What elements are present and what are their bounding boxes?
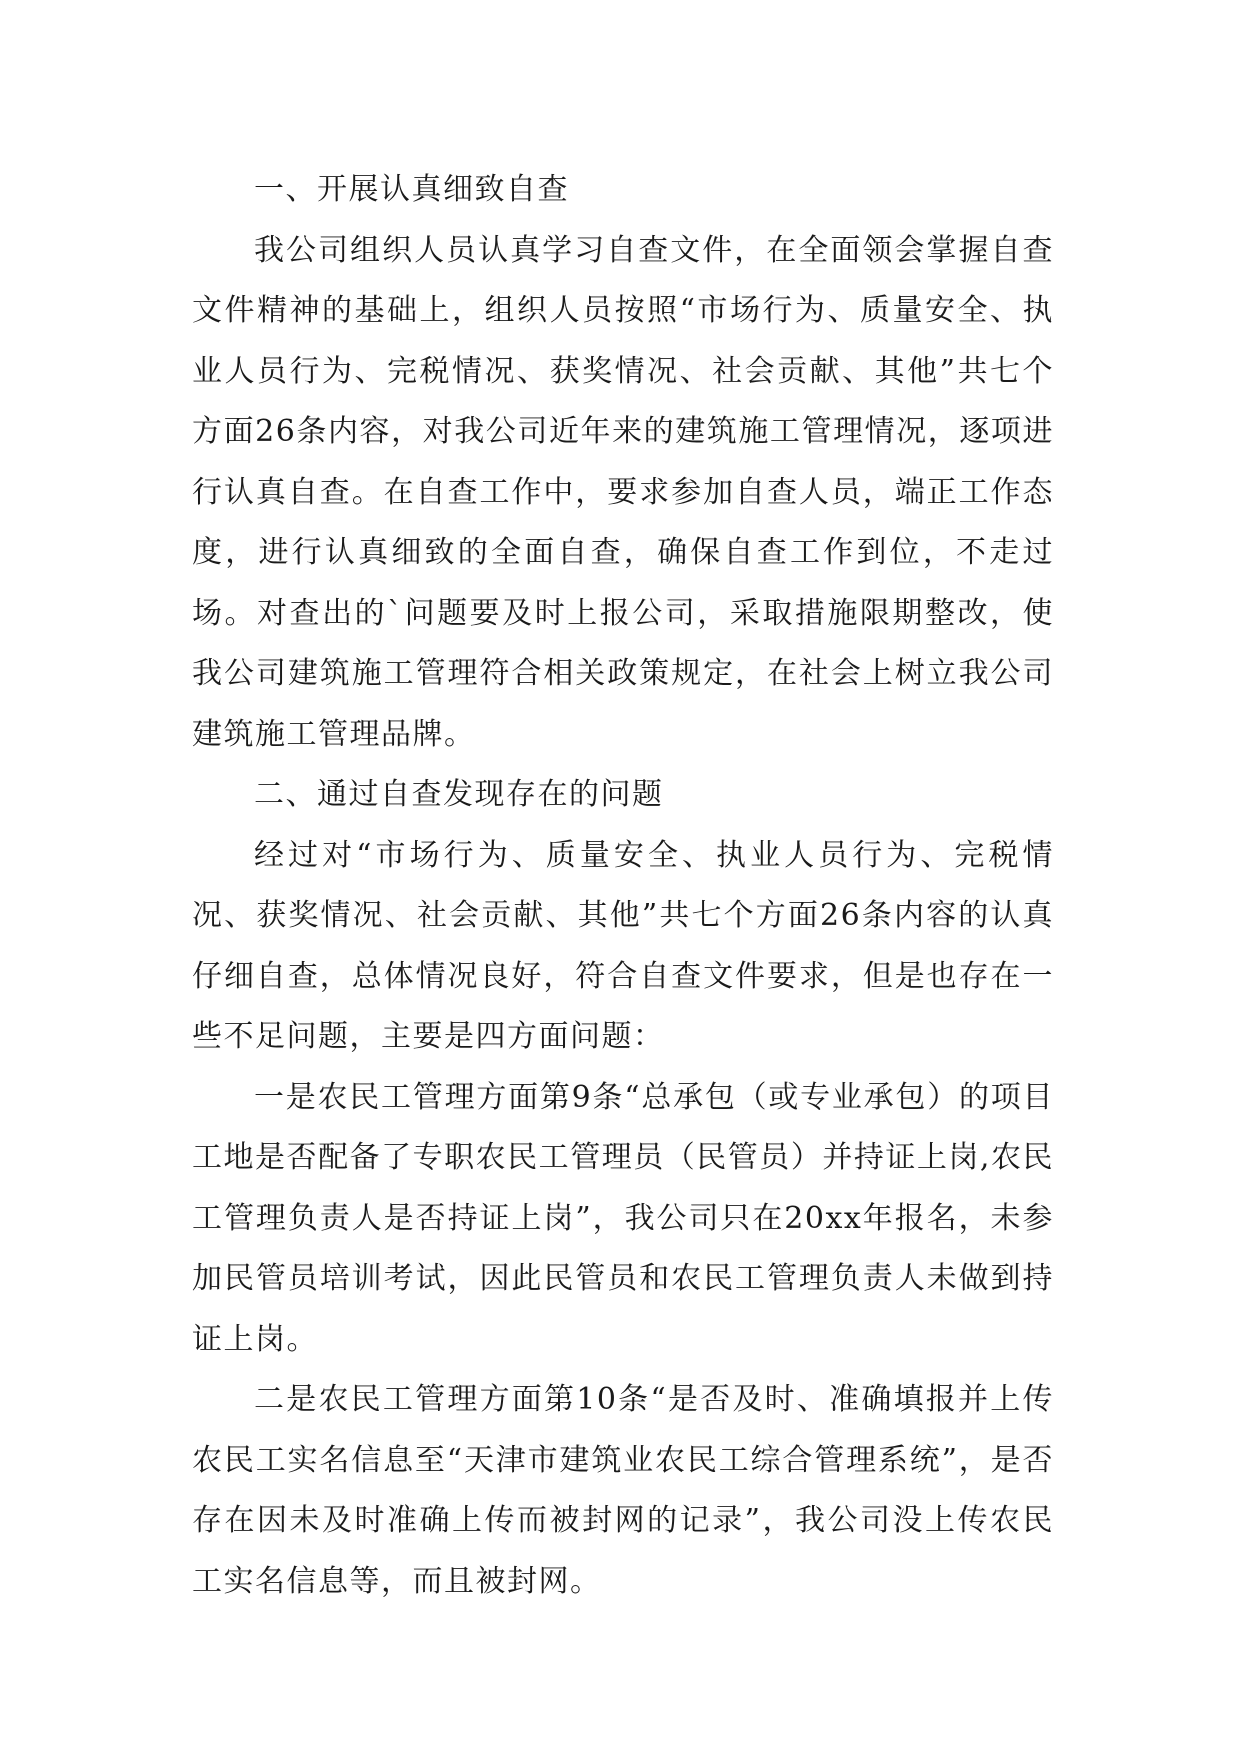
section-heading-1: 一、开展认真细致自查: [254, 172, 569, 207]
document-body: [192, 160, 1054, 1612]
paragraph-issue-1: 一是农民工管理方面第9条“总承包（或专业承包）的项目工地是否配备了专职农民工管理员（民管员）并持证上岗,农民工管理负责人是否持证上岗”，我公司只在20xx年报名，未参加民管员培训考试，因此民管员和农民工管理负责人未做到持证上岗。: [192, 1079, 1054, 1357]
paragraph-self-inspection: 我公司组织人员认真学习自查文件，在全面领会掌握自查文件精神的基础上，组织人员按照“市场行为、质量安全、执业人员行为、完税情况、获奖情况、社会贡献、其他”共七个方面26条内容，对我公司近年来的建筑施工管理情况，逐项进行认真自查。在自查工作中，要求参加自查人员，端正工作态度，进行认真细致的全面自查，确保自查工作到位，不走过场。对查出的`问题要及时上报公司，采取措施限期整改，使我公司建筑施工管理符合相关政策规定，在社会上树立我公司建筑施工管理品牌。: [192, 232, 1054, 752]
paragraph-issue-2: 二是农民工管理方面第10条“是否及时、准确填报并上传农民工实名信息至“天津市建筑业农民工综合管理系统”，是否存在因未及时准确上传而被封网的记录”，我公司没上传农民工实名信息等，而且被封网。: [192, 1382, 1054, 1599]
paragraph-overview: 经过对“市场行为、质量安全、执业人员行为、完税情况、获奖情况、社会贡献、其他”共七个方面26条内容的认真仔细自查，总体情况良好，符合自查文件要求，但是也存在一些不足问题，主要是四方面问题：: [192, 837, 1054, 1054]
section-heading-2: 二、通过自查发现存在的问题: [254, 777, 664, 812]
